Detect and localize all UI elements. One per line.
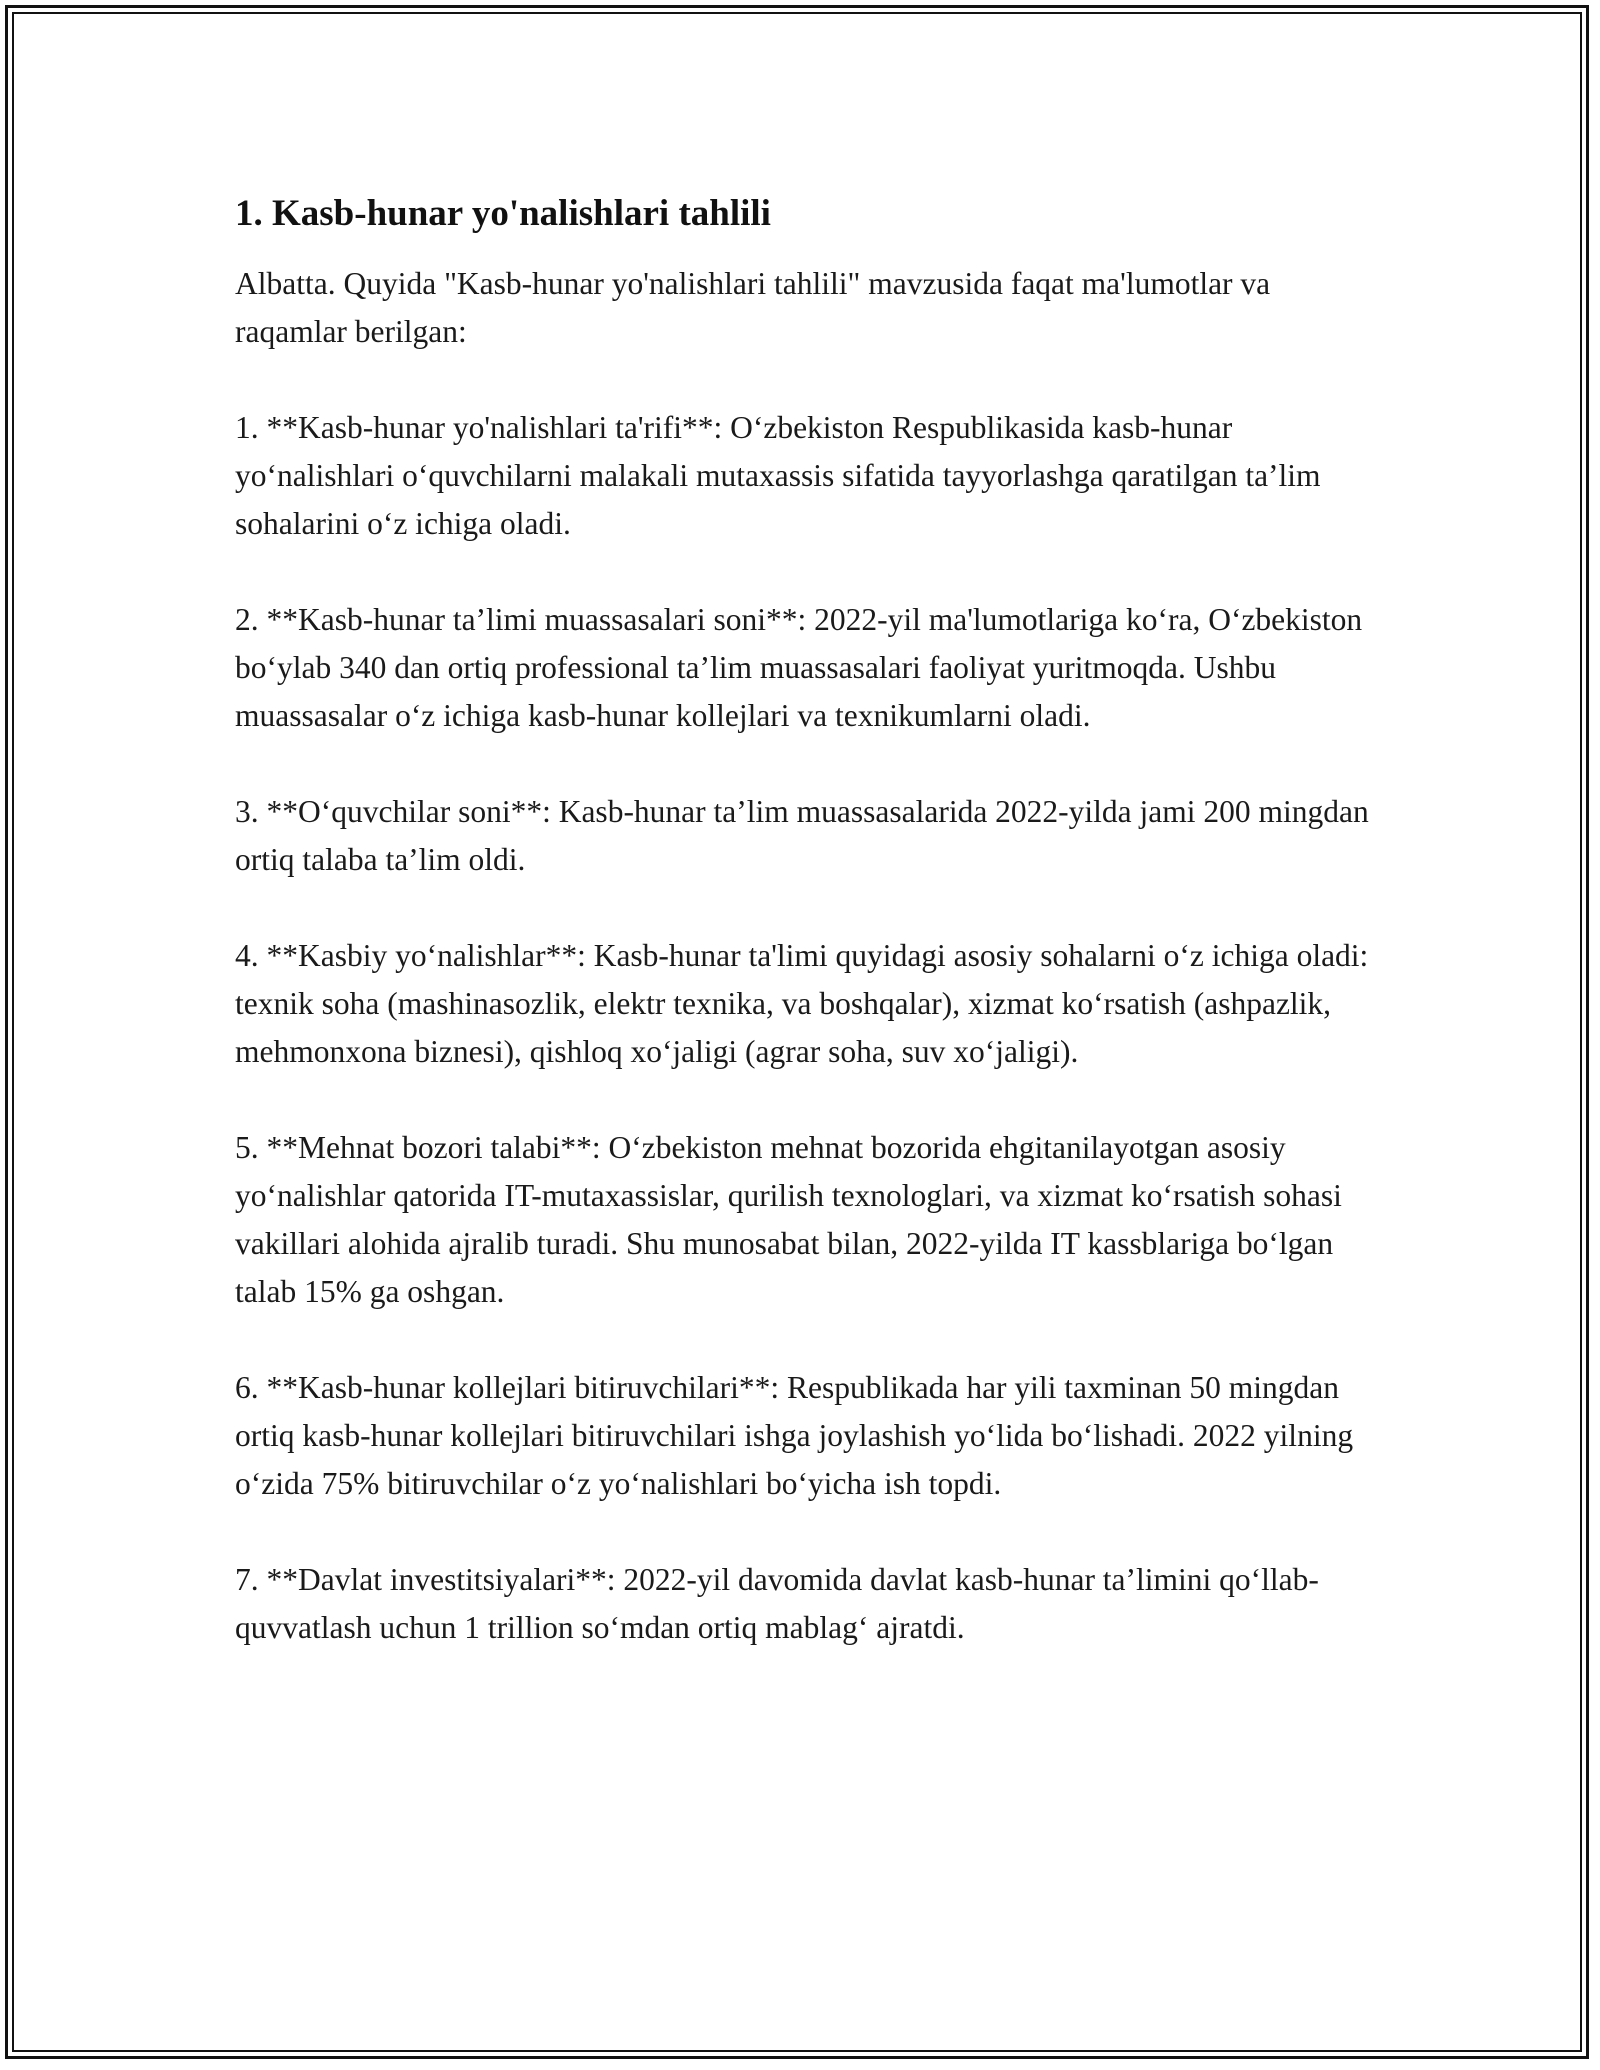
- paragraph-definition: 1. **Kasb-hunar yo'nalishlari ta'rifi**: O‘zbekiston Respublikasida kasb-hunar yo‘nalishlari o‘quvchilarni malakali mutaxassis sifatida tayyorlashga qaratilgan ta’lim sohalarini o‘z ichiga oladi.: [235, 410, 1321, 541]
- paragraph-institutions-count: 2. **Kasb-hunar ta’limi muassasalari soni**: 2022-yil ma'lumotlariga ko‘ra, O‘zbekiston bo‘ylab 340 dan ortiq professional ta’lim muassasalari faoliyat yuritmoqda. Ushbu muassasalar o‘z ichiga kasb-hunar kollejlari va texnikumlarni oladi.: [235, 602, 1363, 733]
- paragraph-students-count: 3. **O‘quvchilar soni**: Kasb-hunar ta’lim muassasalarida 2022-yilda jami 200 mingdan ortiq talaba ta’lim oldi.: [235, 794, 1369, 877]
- paragraph-labor-market-demand: 5. **Mehnat bozori talabi**: O‘zbekiston mehnat bozorida ehgitanilayotgan asosiy yo‘nalishlar qatorida IT-mutaxassislar, qurilish texnologlari, va xizmat ko‘rsatish sohasi vakillari alohida ajralib turadi. Shu munosabat bilan, 2022-yilda IT kassblariga bo‘lgan talab 15% ga oshgan.: [235, 1130, 1342, 1309]
- paragraph-college-graduates: 6. **Kasb-hunar kollejlari bitiruvchilari**: Respublikada har yili taxminan 50 mingdan ortiq kasb-hunar kollejlari bitiruvchilari ishga joylashish yo‘lida bo‘lishadi. 2022 yilning o‘zida 75% bitiruvchilar o‘z yo‘nalishlari bo‘yicha ish topdi.: [235, 1370, 1354, 1501]
- intro-paragraph: Albatta. Quyida "Kasb-hunar yo'nalishlari tahlili" mavzusida faqat ma'lumotlar va raqamlar berilgan:: [235, 266, 1271, 349]
- paragraph-state-investments: 7. **Davlat investitsiyalari**: 2022-yil davomida davlat kasb-hunar ta’limini qo‘llab-quvvatlash uchun 1 trillion so‘mdan ortiq mablag‘ ajratdi.: [235, 1562, 1319, 1645]
- document-heading: 1. Kasb-hunar yo'nalishlari tahlili: [235, 193, 771, 234]
- document-body: [235, 190, 1375, 1700]
- paragraph-professional-fields: 4. **Kasbiy yo‘nalishlar**: Kasb-hunar ta'limi quyidagi asosiy sohalarni o‘z ichiga oladi: texnik soha (mashinasozlik, elektr texnika, va boshqalar), xizmat ko‘rsatish (ashpazlik, mehmonxona biznesi), qishloq xo‘jaligi (agrar soha, suv xo‘jaligi).: [235, 938, 1369, 1069]
